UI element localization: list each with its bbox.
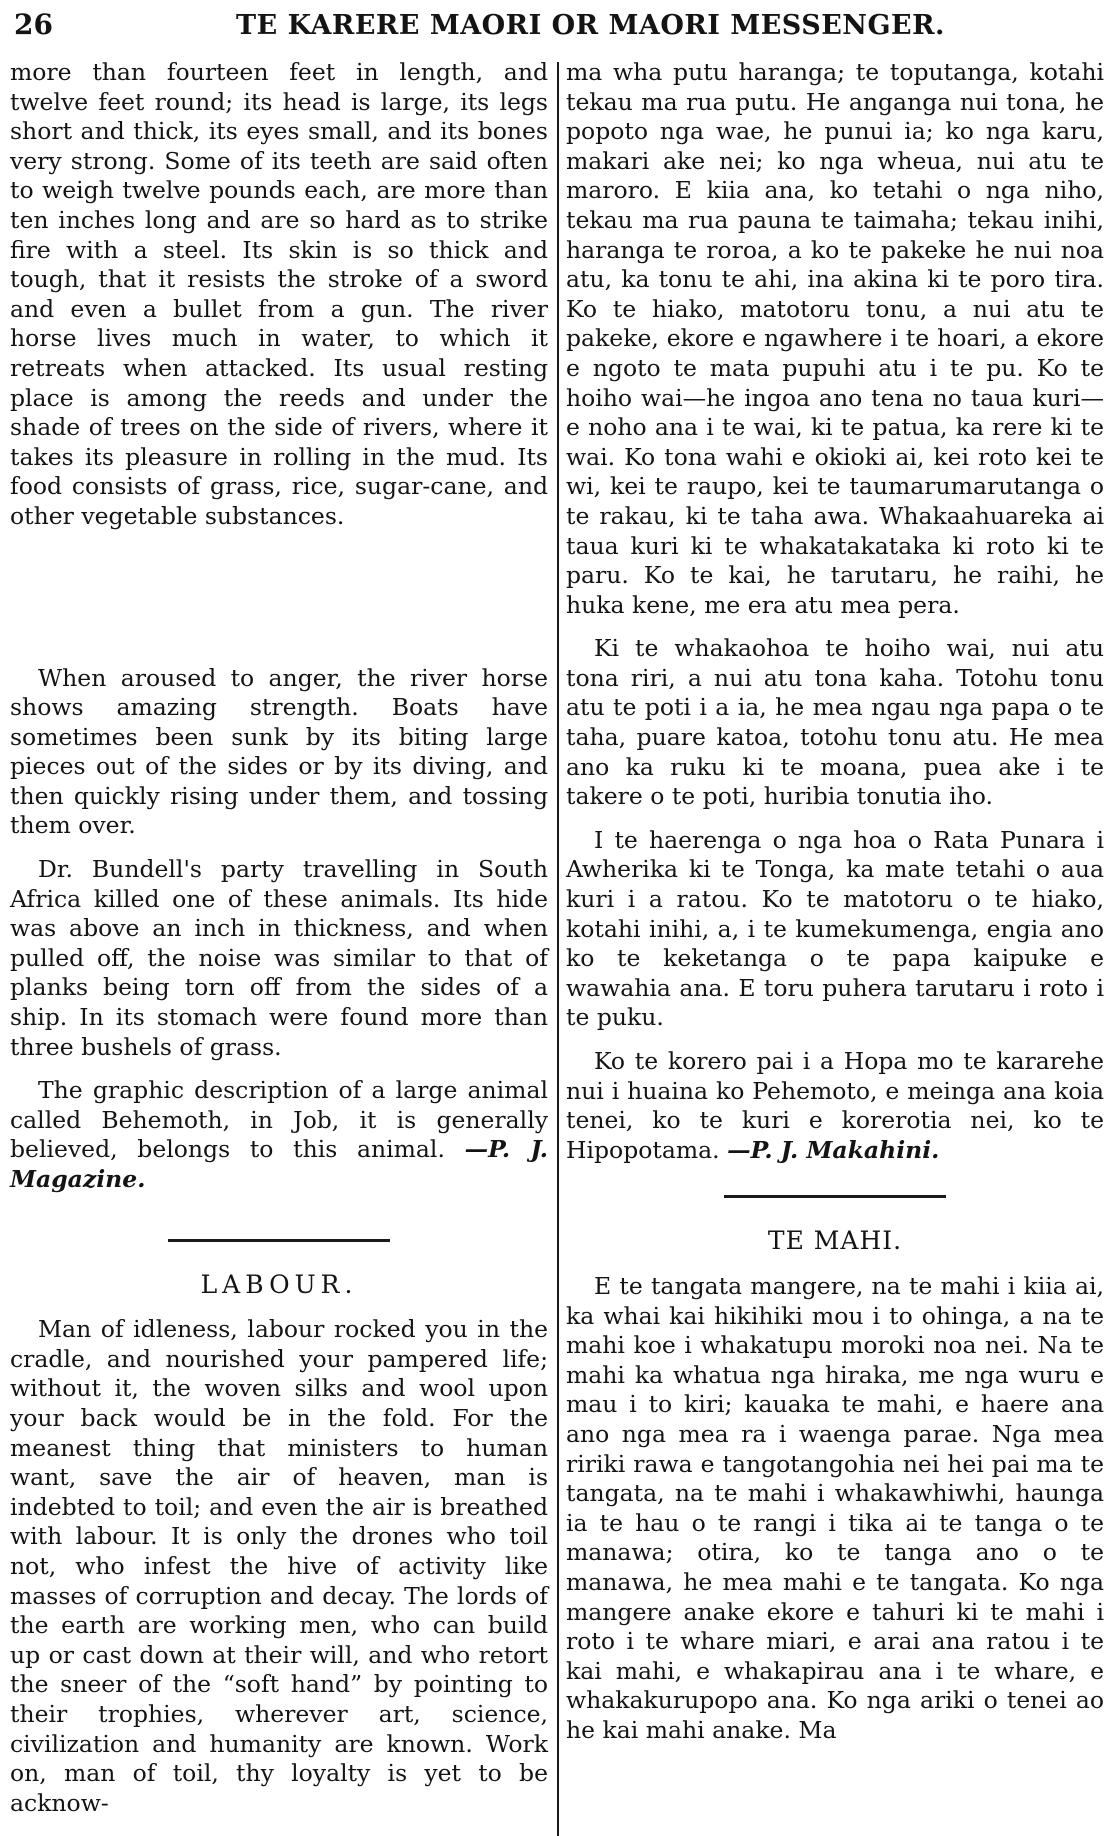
running-title: TE KARERE MAORI OR MAORI MESSENGER. (236, 10, 945, 41)
english-paragraph-behemoth: The graphic description of a large animal called Behemoth, in Job, it is generally believed, belongs to this animal. —P. J. Magazine. (10, 1076, 548, 1193)
english-paragraph-bundell: Dr. Bundell's party travelling in South Africa killed one of these animals. Its hide was above an inch in thickness, and when pulled off, the noise was similar to that of planks being torn off from the sides of a ship. In its stomach were found more than three bushels of grass. (10, 855, 548, 1061)
english-paragraph-hippo-description: more than fourteen feet in length, and twelve feet round; its head is large, its legs short and thick, its eyes small, and its bones very strong. Some of its teeth are said often to weigh twelve pounds each, are more than ten inches long and are so hard as to strike fire with a steel. Its skin is so thick and tough, that it resists the stroke of a sword and even a bullet from a gun. The river horse lives much in water, to which it retreats when attacked. Its usual resting place is among the reeds and under the shade of trees on the side of rivers, where it takes its pleasure in rolling in the mud. Its food consists of grass, rice, sugar-cane, and other vegetable substances. (10, 58, 548, 530)
section-title-te-mahi: TE MAHI. (767, 1226, 903, 1256)
english-paragraph-labour: Man of idleness, labour rocked you in the cradle, and nourished your pampered life; without it, the woven silks and wool upon your back would be in the fold. For the meanest thing that ministers to human want, save the air of heaven, man is indebted to toil; and even the air is breathed with labour. It is only the drones who toil not, who infest the hive of activity like masses of corruption and decay. The lords of the earth are working men, who can build up or cast down at their will, and who retort the sneer of the “soft hand” by pointing to their trophies, wherever art, science, civilization and humanity are known. Work on, man of toil, thy loyalty is yet to be acknow- (10, 1315, 548, 1817)
maori-paragraph-rata-punara: I te haerenga o nga hoa o Rata Punara i Awherika ki te Tonga, ka mate tetahi o aua kuri i a ratou. Ko te matotoru o te hiako, kotahi inihi, a, i te kumekumenga, engia ano ko te keketanga o te papa kaipuke e wawahia ana. E toru puhera tarutaru i roto i te puku. (566, 825, 1104, 1032)
english-paragraph-anger: When aroused to anger, the river horse shows amazing strength. Boats have sometimes been sunk by its biting large pieces out of the sides or by its diving, and then quickly rising under them, and tossing them over. (10, 663, 548, 840)
page-header (0, 0, 1114, 60)
english-column (10, 58, 548, 1818)
maori-paragraph-te-mahi: E te tangata mangere, na te mahi i kiia ai, ka whai kai hikihiki mou i to ohinga, a na te mahi koe i whakatupu moroki noa nei. Na te mahi ka whatua nga hiraka, me nga wuru e mau i to kiri; kauaka te mahi, e haere ana ano nga mea ra i waenga parae. Nga mea ririki rawa e tangotangohia nei hei pai ma te tangata, na te mahi i whakawhiwhi, haunga ia te hau o te rangi i tika ai te tanga o te manawa; otira, ko te tanga ano o te manawa, he mea mahi e te tangata. Ko nga mangere anake ekore e tahuri ki te mahi i roto i te whare miari, e arai ana ratou i te kai mahi, e whakapirau ana i te whare, e whakakurupopo ana. Ko nga ariki o tenei ao he kai mahi anake. Ma (566, 1271, 1104, 1744)
maori-paragraph-pehemoto: Ko te korero pai i a Hopa mo te kararehe nui i huaina ko Pehemoto, e meinga ana koia tenei, ko te kuri e korerotia nei, ko te Hipopotama. —P. J. Makahini. (566, 1047, 1104, 1164)
page-number: 26 (14, 8, 53, 41)
maori-paragraph-anger: Ki te whakaohoa te hoiho wai, nui atu tona riri, a nui atu tona kaha. Totohu tonu atu te poti i a ia, he mea ngau nga papa o te taha, puare katoa, totohu tonu atu. He mea ano ka ruku ki te moana, puea ake i te takere o te poti, huribia tonutia iho. (566, 634, 1104, 811)
maori-column (566, 58, 1104, 1745)
section-title-labour: LABOUR. (200, 1269, 358, 1299)
english-source-citation: —P. J. Magazine. (10, 1135, 548, 1193)
maori-paragraph-hippo-description: ma wha putu haranga; te toputanga, kotahi tekau ma rua putu. He anganga nui tona, he popoto nga wae, he punui ia; ko nga karu, makari ake nei; ko nga wheua, nui atu te maroro. E kiia ana, ko tetahi o nga niho, tekau ma rua pauna te taimaha; tekau inihi, haranga te roroa, a ko te pakeke he nui noa atu, ka tonu te ahi, ina akina ki te poro tira. Ko te hiako, matotoru tonu, a nui atu te pakeke, ekore e ngawhere i te hoari, a ekore e ngoto te mata pupuhi atu i te pu. Ko te hoiho wai—he ingoa ano tena no taua kuri—e noho ana i te wai, ki te patua, ka rere ki te wai. Ko tona wahi e okioki ai, kei roto kei te wi, kei te raupo, kei te taumarumarutanga o te rakau, ki te taha awa. Whakaahuareka ai taua kuri ki te whakatakataka ki roto ki te paru. Ko te kai, he tarutaru, he raihi, he huka kene, me era atu mea pera. (566, 58, 1104, 619)
maori-source-citation: —P. J. Makahini. (727, 1135, 940, 1164)
column-divider (557, 62, 559, 1836)
